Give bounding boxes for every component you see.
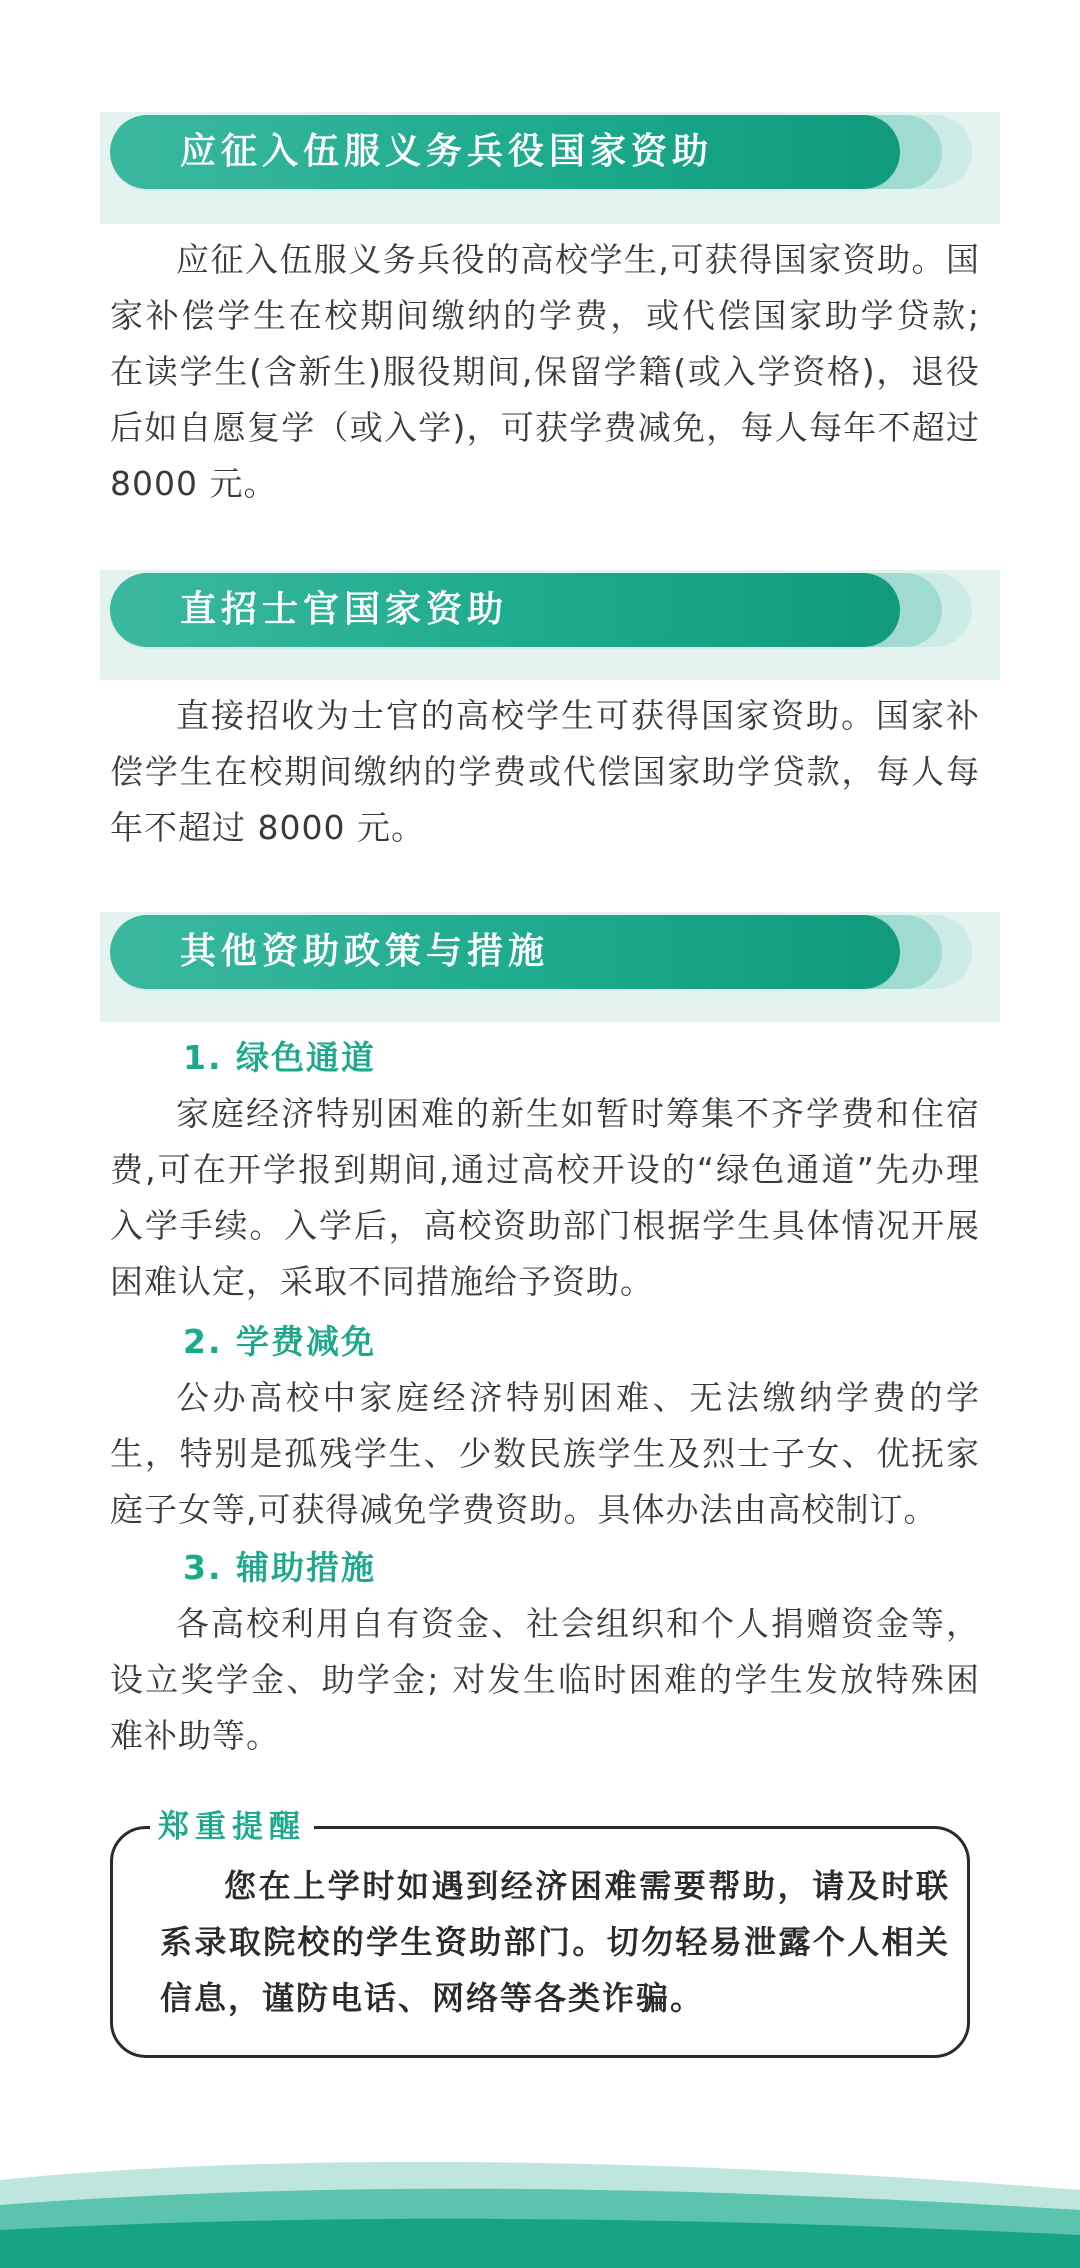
section-1-title: 应征入伍服义务兵役国家资助 bbox=[180, 131, 714, 172]
notice-body-text: 您在上学时如遇到经济困难需要帮助，请及时联系录取院校的学生资助部门。切勿轻易泄露个人相关信息，谨防电话、网络等各类诈骗。 bbox=[160, 1867, 950, 2017]
item-2-body bbox=[110, 1370, 980, 1538]
section-2-body bbox=[110, 688, 980, 856]
section-2-body-text: 直接招收为士官的高校学生可获得国家资助。国家补偿学生在校期间缴纳的学费或代偿国家助学贷款，每人每年不超过 8000 元。 bbox=[110, 696, 980, 847]
section-1-body-text: 应征入伍服义务兵役的高校学生,可获得国家资助。国家补偿学生在校期间缴纳的学费，或代偿国家助学贷款; 在读学生(含新生)服役期间,保留学籍(或入学资格)，退役后如自愿复学（或入学)，可获学费减免，每人每年不超过 8000 元。 bbox=[110, 240, 980, 503]
item-1-heading: 1. 绿色通道 bbox=[183, 1038, 376, 1077]
footer-wave bbox=[0, 2150, 1080, 2268]
item-1-body-text: 家庭经济特别困难的新生如暂时筹集不齐学费和住宿费,可在开学报到期间,通过高校开设的“绿色通道”先办理入学手续。入学后，高校资助部门根据学生具体情况开展困难认定，采取不同措施给予资助。 bbox=[110, 1094, 980, 1301]
section-2-title: 直招士官国家资助 bbox=[180, 589, 509, 630]
item-2-heading: 2. 学费减免 bbox=[183, 1322, 376, 1361]
item-2-body-text: 公办高校中家庭经济特别困难、无法缴纳学费的学生，特别是孤残学生、少数民族学生及烈士子女、优抚家庭子女等,可获得减免学费资助。具体办法由高校制订。 bbox=[110, 1378, 980, 1529]
section-3-title: 其他资助政策与措施 bbox=[180, 931, 550, 972]
item-3-body bbox=[110, 1596, 980, 1764]
item-3-heading: 3. 辅助措施 bbox=[183, 1548, 376, 1587]
item-1-body bbox=[110, 1086, 980, 1310]
section-1-body bbox=[110, 232, 980, 512]
notice-body bbox=[160, 1858, 950, 2026]
item-3-body-text: 各高校利用自有资金、社会组织和个人捐赠资金等，设立奖学金、助学金; 对发生临时困难的学生发放特殊困难补助等。 bbox=[110, 1604, 980, 1755]
notice-title: 郑重提醒 bbox=[150, 1802, 314, 1852]
